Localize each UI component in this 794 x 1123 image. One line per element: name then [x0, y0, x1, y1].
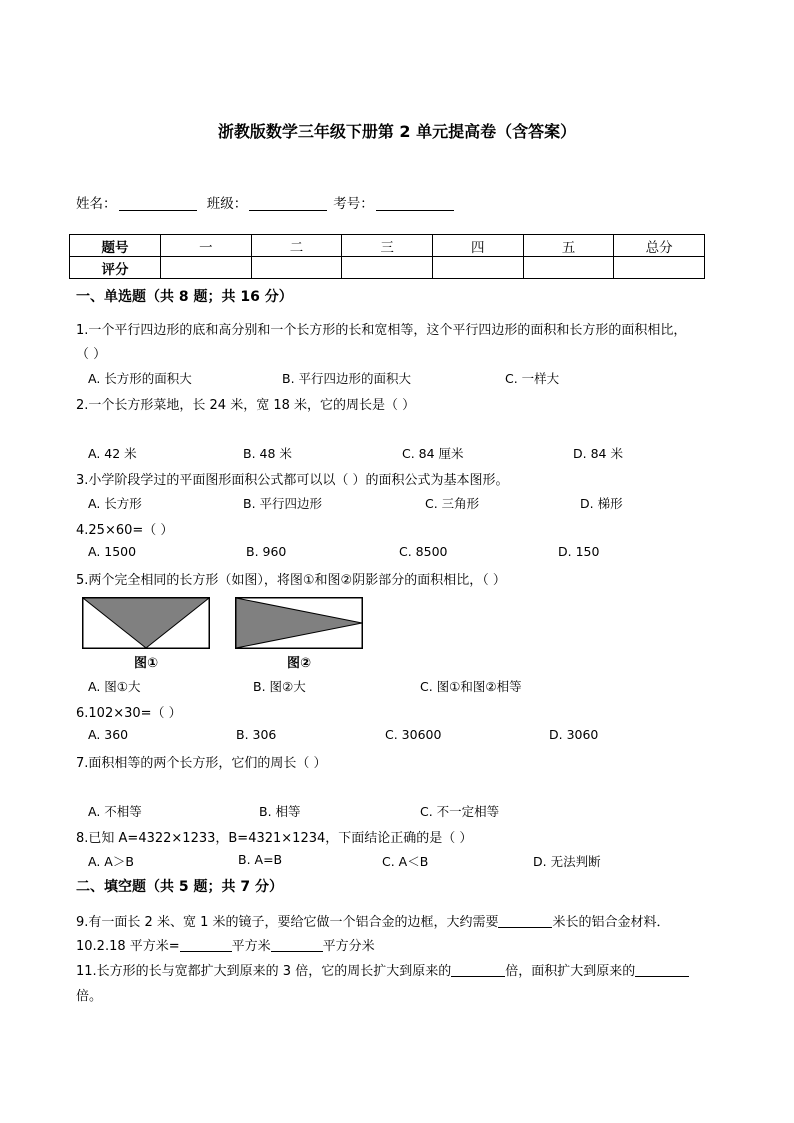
- q5-figure-1: [82, 597, 210, 649]
- q5-figure-1-caption: 图①: [133, 656, 158, 671]
- q6-option-a[interactable]: A. 360: [88, 727, 129, 742]
- q2-stem: 2.一个长方形菜地，长 24 米，宽 18 米，它的周长是（ ）: [76, 398, 416, 413]
- q4-option-d[interactable]: D. 150: [558, 544, 600, 559]
- q11-text-1: 11.长方形的长与宽都扩大到原来的 3 倍，它的周长扩大到原来的: [76, 964, 452, 979]
- exam-no-blank[interactable]: [376, 196, 454, 211]
- q10-blank-1[interactable]: [180, 938, 232, 952]
- q6-option-b[interactable]: B. 306: [236, 727, 277, 742]
- q1-line2: （ ）: [76, 347, 107, 362]
- q3-option-a[interactable]: A. 长方形: [88, 496, 142, 511]
- score-cell[interactable]: [161, 257, 252, 279]
- q2-option-c[interactable]: C. 84 厘米: [402, 446, 464, 461]
- q10-blank-2[interactable]: [271, 938, 323, 952]
- q11-text-2: 倍，面积扩大到原来的: [505, 964, 636, 979]
- q1-line1: 1.一个平行四边形的底和高分别和一个长方形的长和宽相等，这个平行四边形的面积和长方形的面积相比，: [76, 323, 687, 338]
- q10-line: [76, 935, 375, 954]
- q5-option-a[interactable]: A. 图①大: [88, 679, 141, 694]
- q5-stem: 5.两个完全相同的长方形（如图），将图①和图②阴影部分的面积相比，（ ）: [76, 573, 506, 588]
- q10-text-2: 平方米: [231, 939, 271, 954]
- score-table-col: 五: [523, 235, 614, 257]
- score-table-score-row: [70, 257, 705, 279]
- q7-option-a[interactable]: A. 不相等: [88, 804, 142, 819]
- score-cell[interactable]: [614, 257, 705, 279]
- q11-line1: [76, 960, 689, 979]
- section2-heading: 二、填空题（共 5 题；共 7 分）: [76, 879, 283, 895]
- score-table-col: 一: [161, 235, 252, 257]
- q4-option-b[interactable]: B. 960: [246, 544, 287, 559]
- q1-option-b[interactable]: B. 平行四边形的面积大: [282, 371, 412, 386]
- q2-option-d[interactable]: D. 84 米: [573, 446, 623, 461]
- score-table-col: 四: [432, 235, 523, 257]
- score-table: [69, 234, 705, 279]
- q4-option-a[interactable]: A. 1500: [88, 544, 137, 559]
- q1-option-c[interactable]: C. 一样大: [505, 371, 560, 386]
- section1-heading: 一、单选题（共 8 题；共 16 分）: [76, 289, 293, 305]
- q7-option-c[interactable]: C. 不一定相等: [420, 804, 500, 819]
- q7-option-b[interactable]: B. 相等: [259, 804, 301, 819]
- student-info: [76, 192, 460, 212]
- q7-stem: 7.面积相等的两个长方形，它们的周长（ ）: [76, 756, 327, 771]
- q8-stem: 8.已知 A=4322×1233，B=4321×1234，下面结论正确的是（ ）: [76, 831, 473, 846]
- q10-text-1: 10.2.18 平方米=: [76, 939, 180, 954]
- q9-text-2: 米长的铝合金材料．: [552, 915, 670, 930]
- q1-option-a[interactable]: A. 长方形的面积大: [88, 371, 192, 386]
- q8-option-c[interactable]: C. A＜B: [382, 854, 429, 869]
- score-table-col: 二: [251, 235, 342, 257]
- q10-text-3: 平方分米: [322, 939, 375, 954]
- q11-blank-1[interactable]: [451, 963, 505, 977]
- exam-no-label: 考号：: [333, 196, 374, 212]
- q5-option-b[interactable]: B. 图②大: [253, 679, 306, 694]
- q6-stem: 6.102×30=（ ）: [76, 706, 182, 721]
- q2-option-b[interactable]: B. 48 米: [243, 446, 292, 461]
- name-label: 姓名：: [76, 196, 117, 212]
- page-title: 浙教版数学三年级下册第 2 单元提高卷（含答案）: [217, 122, 577, 141]
- q9-line: [76, 911, 670, 930]
- score-cell[interactable]: [342, 257, 433, 279]
- q3-option-d[interactable]: D. 梯形: [580, 496, 623, 511]
- q9-blank[interactable]: [498, 914, 552, 928]
- class-label: 班级：: [206, 196, 248, 212]
- q6-option-c[interactable]: C. 30600: [385, 727, 442, 742]
- q8-option-a[interactable]: A. A＞B: [88, 854, 134, 869]
- q6-option-d[interactable]: D. 3060: [549, 727, 599, 742]
- q4-stem: 4.25×60=（ ）: [76, 523, 174, 538]
- score-table-col: 总分: [614, 235, 705, 257]
- q2-option-a[interactable]: A. 42 米: [88, 446, 137, 461]
- name-blank[interactable]: [119, 196, 197, 211]
- q4-option-c[interactable]: C. 8500: [399, 544, 448, 559]
- q9-text-1: 9.有一面长 2 米、宽 1 米的镜子，要给它做一个铝合金的边框，大约需要: [76, 915, 499, 930]
- score-cell[interactable]: [251, 257, 342, 279]
- q11-blank-2[interactable]: [635, 963, 689, 977]
- q5-figure-2-caption: 图②: [286, 656, 311, 671]
- q3-stem: 3.小学阶段学过的平面图形面积公式都可以以（ ）的面积公式为基本图形。: [76, 473, 509, 488]
- score-table-col: 三: [342, 235, 433, 257]
- q3-option-b[interactable]: B. 平行四边形: [243, 496, 323, 511]
- q5-option-c[interactable]: C. 图①和图②相等: [420, 679, 522, 694]
- q8-option-b[interactable]: B. A=B: [238, 852, 283, 867]
- score-table-score-label: 评分: [70, 257, 161, 279]
- score-table-header-label: 题号: [70, 235, 161, 257]
- q5-figure-2: [235, 597, 363, 649]
- q3-option-c[interactable]: C. 三角形: [425, 496, 480, 511]
- score-table-header-row: [70, 235, 705, 257]
- score-cell[interactable]: [432, 257, 523, 279]
- q11-line2: 倍。: [76, 989, 103, 1004]
- class-blank[interactable]: [249, 196, 327, 211]
- q8-option-d[interactable]: D. 无法判断: [533, 854, 601, 869]
- score-cell[interactable]: [523, 257, 614, 279]
